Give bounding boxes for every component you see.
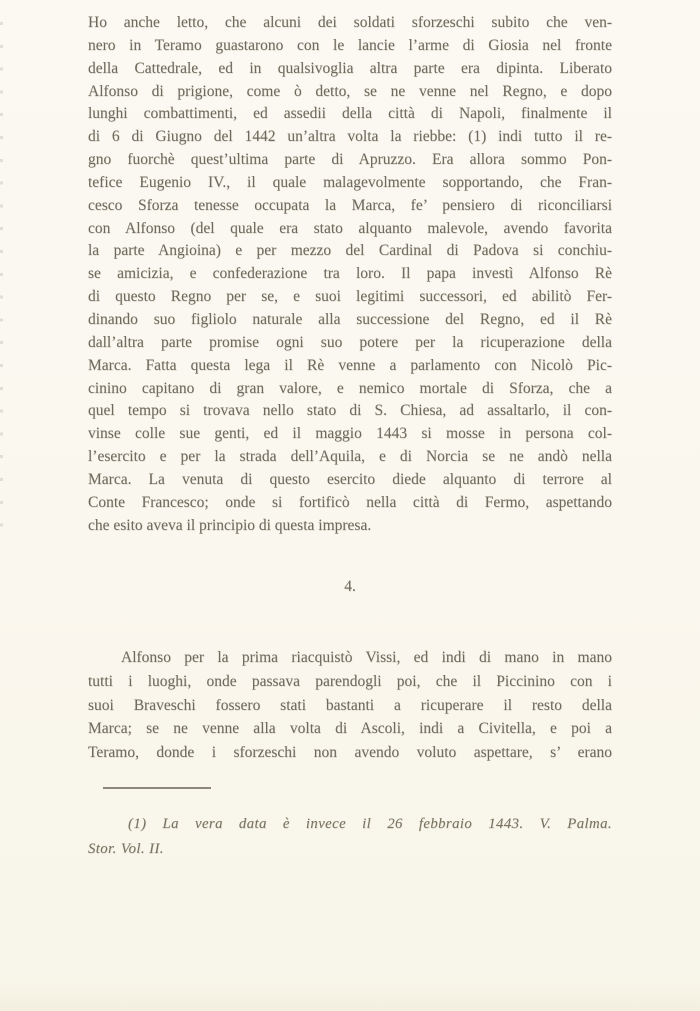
- text-line: Marca. Fatta questa lega il Rè venne a parlamento con Nicolò Pic-: [88, 356, 612, 374]
- footnote-separator-rule: [103, 787, 211, 789]
- text-line: della Cattedrale, ed in qualsivoglia altra parte era dipinta. Liberato: [88, 59, 612, 77]
- scan-edge-artifacts: [0, 22, 3, 534]
- text-line: Alfonso di prigione, come ò detto, se ne venne nel Regno, e dopo: [88, 82, 612, 100]
- second-text-paragraph: [88, 646, 612, 765]
- text-line: nero in Teramo guastarono con le lancie l’arme di Giosia nel fronte: [88, 36, 612, 54]
- section-number-heading: 4.: [344, 578, 356, 595]
- text-line: lunghi combattimenti, ed assedii della città di Napoli, finalmente il: [88, 105, 612, 123]
- text-line: Ho anche letto, che alcuni dei soldati sforzeschi subito che ven-: [88, 14, 612, 31]
- text-line: tutti i luoghi, onde passava parendogli poi, che il Piccinino con i: [88, 672, 612, 690]
- text-line: Conte Francesco; onde si fortificò nella città di Fermo, aspettando: [88, 493, 612, 511]
- text-line: dinando suo figliolo naturale alla successione del Regno, ed il Rè: [88, 310, 612, 328]
- text-line: Alfonso per la prima riacquistò Vissi, ed indi di mano in mano: [121, 649, 612, 666]
- text-line: vinse colle sue genti, ed il maggio 1443 si mosse in persona col-: [88, 425, 612, 443]
- text-line: cinino capitano di gran valore, e nemico mortale di Sforza, che a: [88, 379, 612, 397]
- text-line: la parte Angioina) e per mezzo del Cardinal di Padova si conchiu-: [88, 242, 612, 260]
- text-line: Teramo, donde i sforzeschi non avendo voluto aspettare, s’ erano: [88, 744, 612, 762]
- text-line: di 6 di Giugno del 1442 un’altra volta la riebbe: (1) indi tutto il re-: [88, 128, 612, 146]
- main-text-paragraph: [88, 12, 612, 537]
- text-line: gno fuorchè quest’ultima parte di Apruzzo. Era allora sommo Pon-: [88, 151, 612, 169]
- text-line: di questo Regno per se, e suoi legitimi successori, ed abilitò Fer-: [88, 288, 612, 306]
- text-line: con Alfonso (del quale era stato alquanto malevole, avendo favorita: [88, 219, 612, 237]
- footnote: [88, 812, 612, 863]
- text-line: Marca. La venuta di questo esercito diede alquanto di terrore al: [88, 470, 612, 488]
- text-line: tefice Eugenio IV., il quale malagevolmente sopportando, che Fran-: [88, 173, 612, 191]
- text-line: se amicizia, e confederazione tra loro. Il papa investì Alfonso Rè: [88, 265, 612, 283]
- text-line: che esito aveva il principio di questa impresa.: [88, 516, 372, 534]
- page-bottom-shading: [0, 981, 700, 1011]
- text-line: cesco Sforza tenesse occupata la Marca, fe’ pensiero di riconciliarsi: [88, 196, 612, 214]
- text-line: Stor. Vol. II.: [88, 841, 164, 858]
- text-line: quel tempo si trovava nello stato di S. Chiesa, ad assaltarlo, il con-: [88, 402, 612, 420]
- text-line: suoi Braveschi fossero stati bastanti a ricuperare il resto della: [88, 696, 612, 714]
- text-line: dall’altra parte promise ogni suo potere per la ricuperazione della: [88, 333, 612, 351]
- text-line: Marca; se ne venne alla volta di Ascoli, indi a Civitella, e poi a: [88, 720, 612, 738]
- text-line: l’esercito e per la strada dell’Aquila, e di Norcia se ne andò nella: [88, 448, 612, 466]
- text-line: (1) La vera data è invece il 26 febbraio 1443. V. Palma.: [128, 816, 612, 832]
